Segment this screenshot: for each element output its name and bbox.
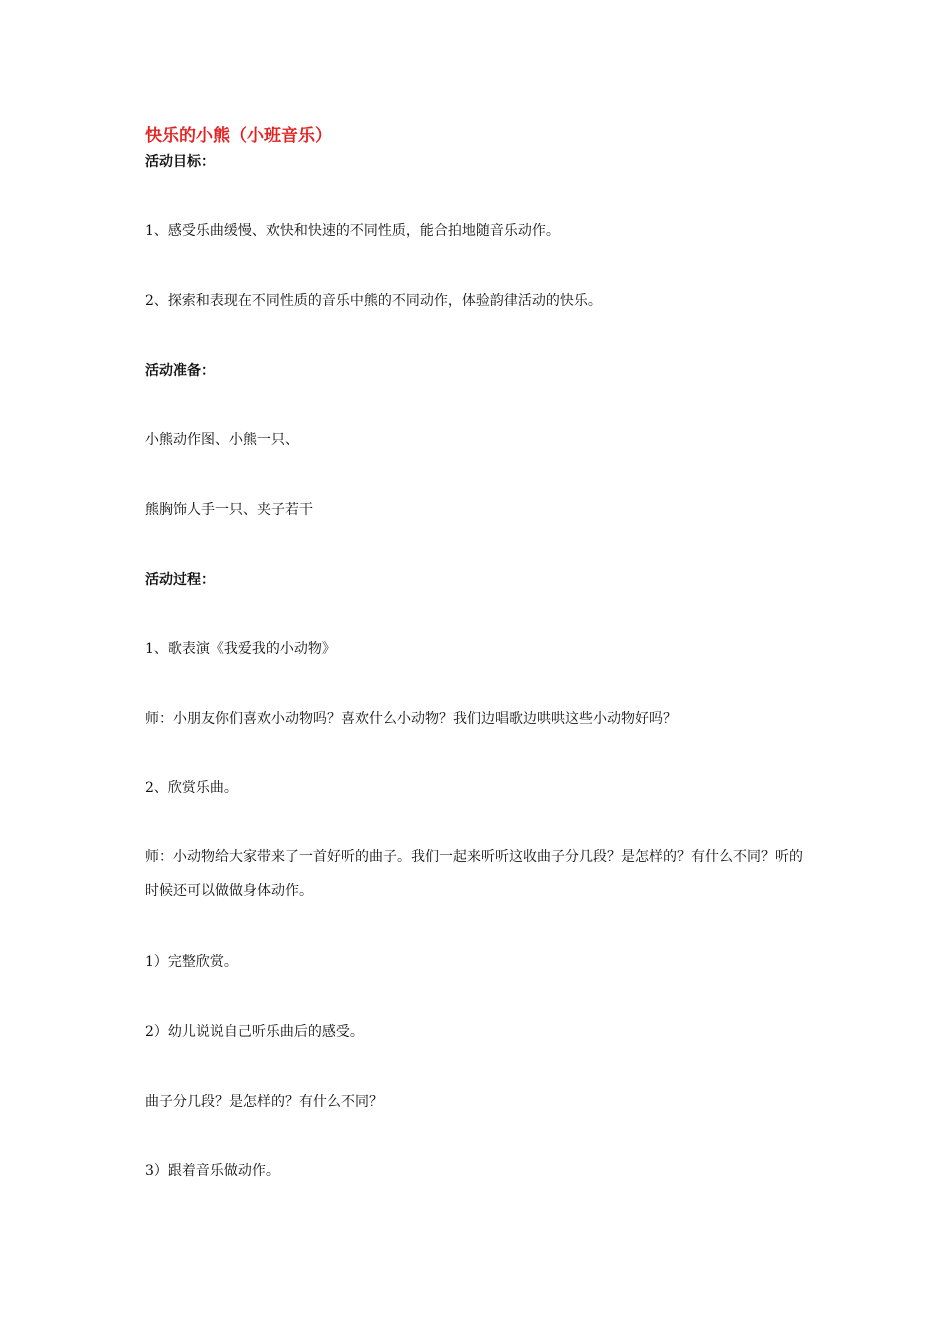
process-substep: 2）幼儿说说自己听乐曲后的感受。 [145, 1024, 364, 1040]
process-substep: 3）跟着音乐做动作。 [145, 1163, 280, 1179]
goal-item: 1、感受乐曲缓慢、欢快和快速的不同性质，能合拍地随音乐动作。 [145, 223, 560, 239]
prep-item: 熊胸饰人手一只、夹子若干 [145, 502, 313, 518]
process-substep: 1）完整欣赏。 [145, 954, 238, 970]
process-step: 2、欣赏乐曲。 [145, 780, 238, 796]
goals-heading: 活动目标： [145, 154, 215, 170]
prep-heading: 活动准备： [145, 363, 215, 379]
process-text: 曲子分几段？是怎样的？有什么不同？ [145, 1094, 383, 1110]
process-text: 师：小朋友你们喜欢小动物吗？喜欢什么小动物？我们边唱歌边哄哄这些小动物好吗？ [145, 711, 677, 727]
document-title: 快乐的小熊（小班音乐） [145, 126, 332, 146]
process-heading: 活动过程： [145, 572, 215, 588]
process-step: 1、歌表演《我爱我的小动物》 [145, 641, 336, 657]
goal-item: 2、探索和表现在不同性质的音乐中熊的不同动作，体验韵律活动的快乐。 [145, 293, 602, 309]
prep-item: 小熊动作图、小熊一只、 [145, 432, 299, 448]
process-text: 师：小动物给大家带来了一首好听的曲子。我们一起来听听这收曲子分几段？是怎样的？有什么不同？听的时候还可以做做身体动作。 [145, 849, 803, 899]
